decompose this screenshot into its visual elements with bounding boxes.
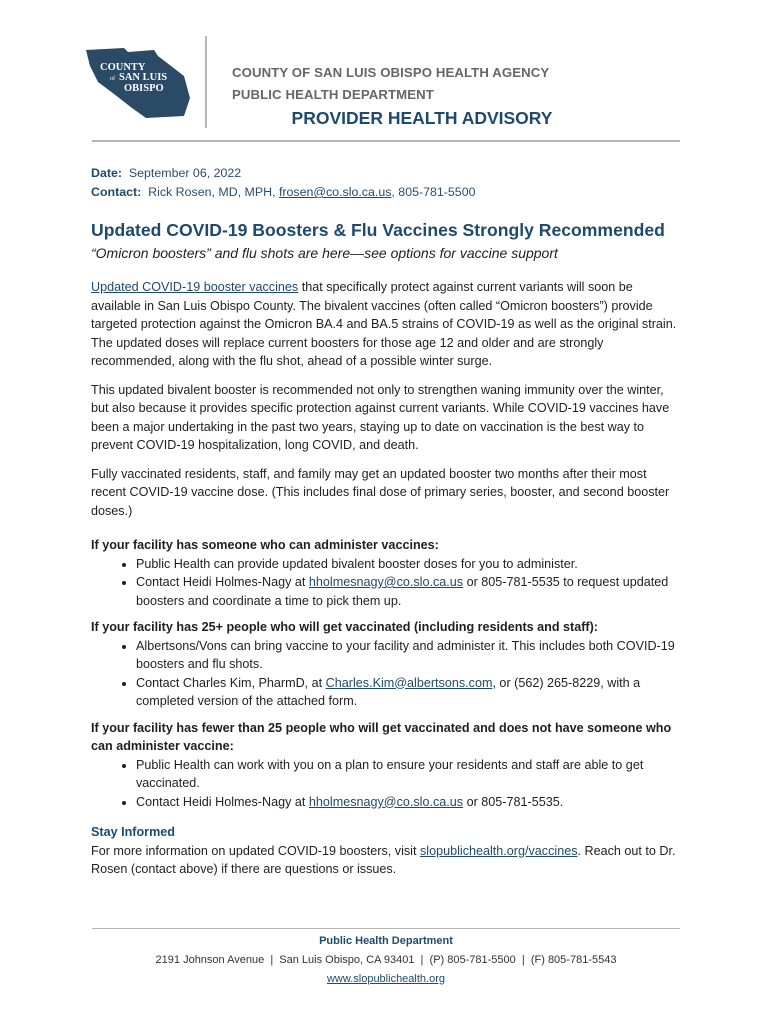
department-name: PUBLIC HEALTH DEPARTMENT [232, 87, 434, 102]
vaccines-website-link[interactable]: slopublichealth.org/vaccines [419, 843, 578, 858]
section-3-list [91, 756, 681, 812]
list-item-text: Contact Heidi Holmes-Nagy at [136, 575, 309, 589]
header-divider [92, 140, 680, 142]
list-item [136, 793, 681, 812]
footer-department: Public Health Department [319, 935, 453, 947]
advisory-content [91, 218, 681, 889]
header-vertical-divider [205, 36, 207, 128]
page-footer [92, 932, 680, 989]
date-label: Date: [91, 166, 122, 180]
list-item [136, 674, 681, 711]
advisory-title: PROVIDER HEALTH ADVISORY [291, 108, 553, 128]
section-1-list [91, 555, 681, 611]
list-item-text: or 805-781-5535. [463, 794, 564, 809]
contact-phone: , 805-781-5500 [391, 185, 476, 199]
agency-name: COUNTY OF SAN LUIS OBISPO HEALTH AGENCY [232, 65, 550, 80]
list-item [136, 637, 681, 674]
logo-line-county: COUNTY [100, 62, 146, 73]
meta-block [91, 164, 475, 202]
paragraph-1 [91, 278, 681, 371]
contact-label: Contact: [91, 185, 142, 199]
section-2-list [91, 637, 681, 711]
date-line [91, 164, 475, 183]
paragraph-2: This updated bivalent booster is recommended not only to strengthen waning immunity over the winter, but also because it provides specific protection against current variants. While COVID-19 vaccines have been a major undertaking in the past two years, staying up to date on vaccination is the best way to prevent COVID-19 hospitalization, long COVID, and death. [91, 382, 670, 452]
list-item-text: Contact Heidi Holmes-Nagy at [136, 794, 309, 809]
header-agency-block [232, 62, 549, 106]
list-item-text: , or (562) 265-8229, with a completed version of the attached form. [136, 675, 641, 708]
logo-line-san-luis: SAN LUIS [119, 72, 168, 83]
paragraph-1-text: that specifically protect against current variants will soon be available in San Luis Obispo County. The bivalent vaccines (often called “Omicron boosters”) provide targeted protection against the Omicron BA.4 and BA.5 strains of COVID-19 as well as the original strain. The updated doses will replace current boosters for those age 12 and older and are strongly recommended, along with the flu shot, ahead of a possible winter surge. [91, 280, 677, 368]
section-1-heading: If your facility has someone who can administer vaccines: [91, 538, 439, 552]
contact-email-link[interactable]: frosen@co.slo.ca.us [278, 185, 392, 199]
document-subtitle: “Omicron boosters” and flu shots are here—see options for vaccine support [91, 245, 558, 261]
section-3-heading: If your facility has fewer than 25 people who will get vaccinated and does not have someone who can administer vaccine: [91, 720, 672, 753]
contact-line [91, 183, 475, 202]
logo-line-obispo: OBISPO [124, 83, 164, 94]
list-item-text: Albertsons/Vons can bring vaccine to your facility and administer it. This includes both COVID-19 boosters and flu shots. [136, 638, 675, 671]
list-item [136, 573, 681, 610]
booster-vaccines-link[interactable]: Updated COVID-19 booster vaccines [91, 280, 299, 294]
list-item [136, 555, 681, 574]
stay-text-pre: For more information on updated COVID-19 boosters, visit [91, 843, 420, 858]
list-item-text: or 805-781-5535 to request updated boosters and coordinate a time to pick them up. [136, 575, 669, 608]
footer-divider [92, 928, 680, 929]
heidi-email-link-2[interactable]: hholmesnagy@co.slo.ca.us [308, 794, 464, 809]
county-logo [84, 46, 192, 120]
section-2-heading: If your facility has 25+ people who will get vaccinated (including residents and staff): [91, 620, 599, 634]
heidi-email-link[interactable]: hholmesnagy@co.slo.ca.us [308, 575, 464, 589]
date-value: September 06, 2022 [128, 166, 242, 180]
list-item-text: Public Health can provide updated bivalent booster doses for you to administer. [136, 556, 578, 571]
footer-address: 2191 Johnson Avenue | San Luis Obispo, CA 93401 | (P) 805-781-5500 | (F) 805-781-5543 [155, 954, 617, 966]
list-item [136, 756, 681, 793]
stay-informed-text [91, 842, 681, 879]
document-title: Updated COVID-19 Boosters & Flu Vaccines Strongly Recommended [91, 220, 665, 240]
contact-name: Rick Rosen, MD, MPH, [148, 185, 276, 199]
paragraph-3: Fully vaccinated residents, staff, and family may get an updated booster two months after their most recent COVID-19 vaccine dose. (This includes final dose of primary series, booster, and second booster doses.) [91, 466, 670, 518]
list-item-text: Contact Charles Kim, PharmD, at [136, 675, 326, 690]
stay-text-post: . Reach out to Dr. Rosen (contact above) if there are questions or issues. [91, 843, 676, 876]
footer-website-link[interactable]: www.slopublichealth.org [326, 973, 445, 985]
charles-email-link[interactable]: Charles.Kim@albertsons.com [325, 675, 493, 690]
logo-line-of: of [110, 76, 115, 82]
stay-informed-heading: Stay Informed [91, 825, 175, 839]
list-item-text: Public Health can work with you on a plan to ensure your residents and staff are able to get vaccinated. [136, 757, 644, 790]
